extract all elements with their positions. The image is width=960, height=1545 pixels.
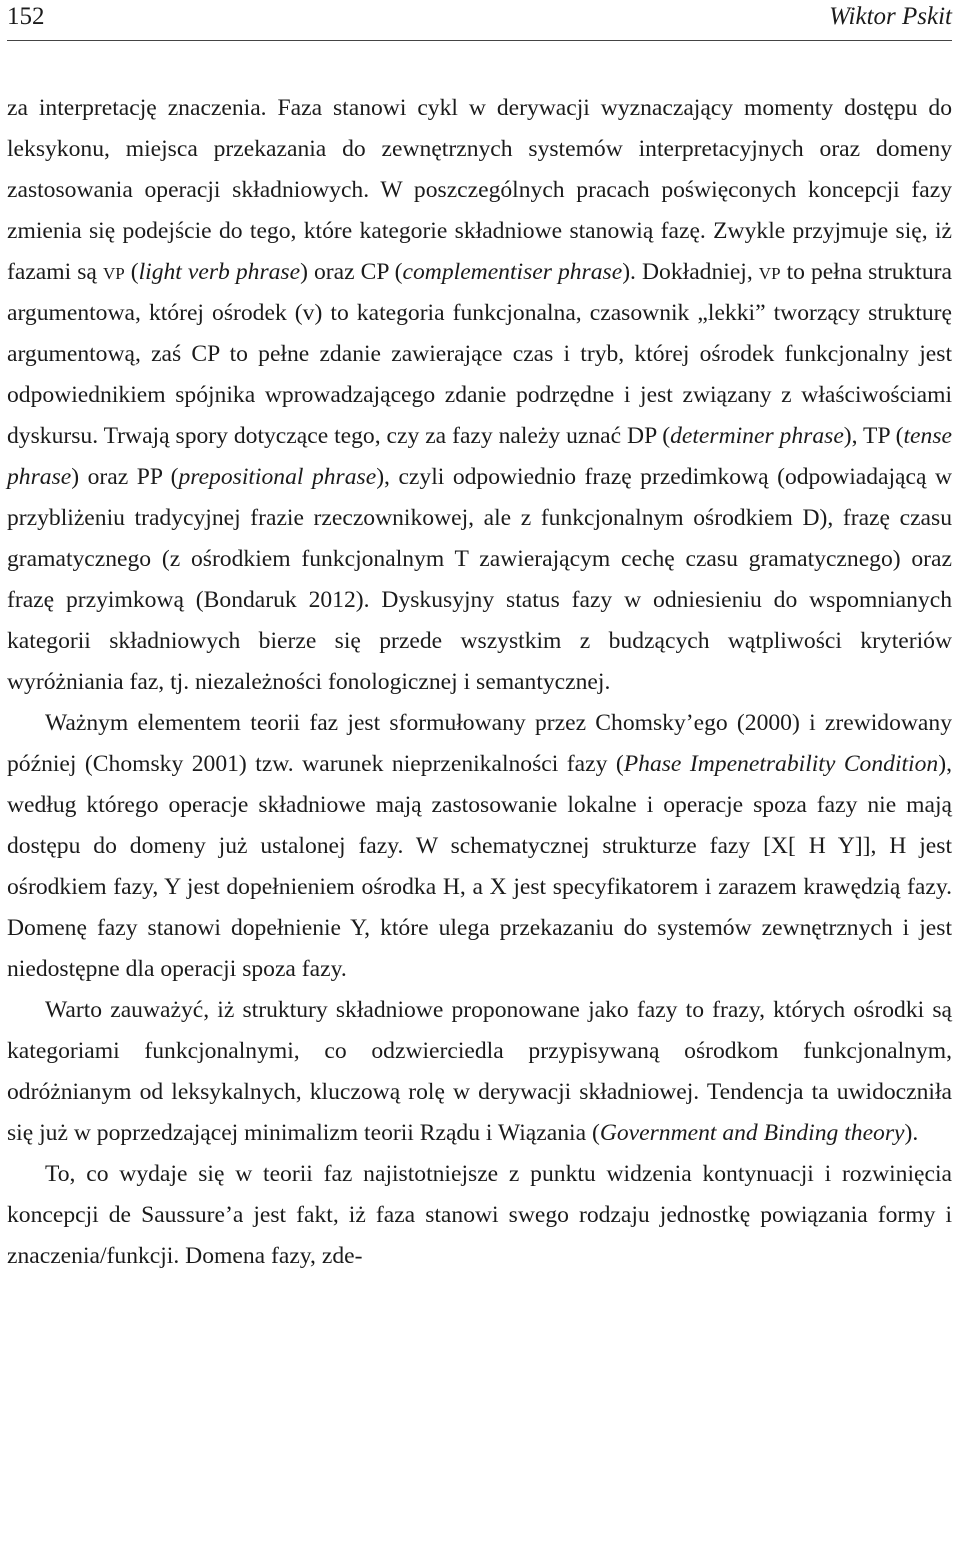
text-run: To, co wydaje się w teorii faz najistotniejsze z punktu widzenia kontynuacji i rozwinięcia koncepcji de Saussure’a jest fakt, iż faza stanowi swego rodzaju jednostkę powiązania formy i znaczenia/funkcji. Domena fazy, zde- [7, 1161, 952, 1269]
paragraph [7, 703, 952, 990]
paragraph [7, 1154, 952, 1277]
italic-term: Phase Impenetrability Condition [623, 751, 939, 777]
text-run: Warto zauważyć, iż struktury składniowe proponowane jako fazy to frazy, których ośrodki są kategoriami funkcjonalnymi, co odzwierciedla przypisywaną ośrodkom funkcjonalnym, odróżnianym od leksykalnych, kluczową rolę w derywacji składniowej. Tendencja ta uwidoczniła się już w poprzedzającej minimalizm teorii Rządu i Wiązania ( [7, 997, 952, 1146]
small-caps-term: vp [758, 259, 781, 285]
italic-term: determiner phrase [670, 423, 844, 449]
text-run: ( [124, 259, 139, 285]
text-run: za interpretację znaczenia. Faza stanowi cykl w derywacji wyznaczający momenty dostępu do leksykonu, miejsca przekazania do zewnętrznych systemów interpretacyjnych oraz domeny zastosowania operacji składniowych. W poszczególnych pracach poświęconych koncepcji fazy zmienia się podejście do tego, które kategorie składniowe stanowią fazę. Zwykle przyjmuje się, iż fazami są [7, 95, 952, 285]
text-run: Ważnym elementem teorii faz jest sformułowany przez Chomsky’ego (2000) i zrewidowany później (Chomsky 2001) tzw. warunek nieprzenikalności fazy ( [7, 710, 952, 777]
italic-term: prepositional phrase [178, 464, 377, 490]
page-header [7, 0, 952, 41]
italic-term: complementiser phrase [402, 259, 623, 285]
paragraph [7, 990, 952, 1154]
text-run: ), według którego operacje składniowe mają zastosowanie lokalne i operacje spoza fazy nie mają dostępu do domeny już ustalonej fazy. W schematycznej strukturze fazy [X[ H Y]], H jest ośrodkiem fazy, Y jest dopełnieniem ośrodka H, a X jest specyfikatorem i zarazem krawędzią fazy. Domenę fazy stanowi dopełnienie Y, które ulega przekazaniu do systemów zewnętrznych i jest niedostępne dla operacji spoza fazy. [7, 751, 952, 982]
text-run: ), czyli odpowiednio frazę przedimkową (odpowiadającą w przybliżeniu tradycyjnej frazie rzeczownikowej, ale z funkcjonalnym ośrodkiem D), frazę czasu gramatycznego (z ośrodkiem funkcjonalnym T zawierającym cechę czasu gramatycznego) oraz frazę przyimkową (Bondaruk 2012). Dyskusyjny status fazy w odniesieniu do wspomnianych kategorii składniowych bierze się przede wszystkim z budzących wątpliwości kryteriów wyróżniania faz, tj. niezależności fonologicznej i semantycznej. [7, 464, 953, 695]
italic-term: tense phrase [7, 423, 952, 490]
page-number: 152 [7, 3, 45, 30]
text-run: to pełna struktura argumentowa, której ośrodek (v) to kategoria funkcjonalna, czasownik „lekki” tworzący strukturę argumentową, zaś CP to pełne zdanie zawierające czas i tryb, której ośrodek funkcjonalny jest odpowiednikiem spójnika wprowadzającego zdanie podrzędne i jest związany z właściwościami dyskursu. Trwają spory dotyczące tego, czy za fazy należy uznać DP ( [7, 259, 952, 449]
italic-term: light verb phrase [138, 259, 301, 285]
text-run: ), TP ( [843, 423, 904, 449]
text-run: ). [904, 1120, 919, 1146]
text-run: ) oraz PP ( [71, 464, 179, 490]
paragraph [7, 88, 952, 703]
italic-term: Government and Binding theory [599, 1120, 905, 1146]
text-run: ). Dokładniej, [622, 259, 759, 285]
small-caps-term: vp [102, 259, 125, 285]
text-run: ) oraz CP ( [300, 259, 403, 285]
body-text [7, 88, 952, 1277]
running-head-author: Wiktor Pskit [829, 3, 952, 30]
